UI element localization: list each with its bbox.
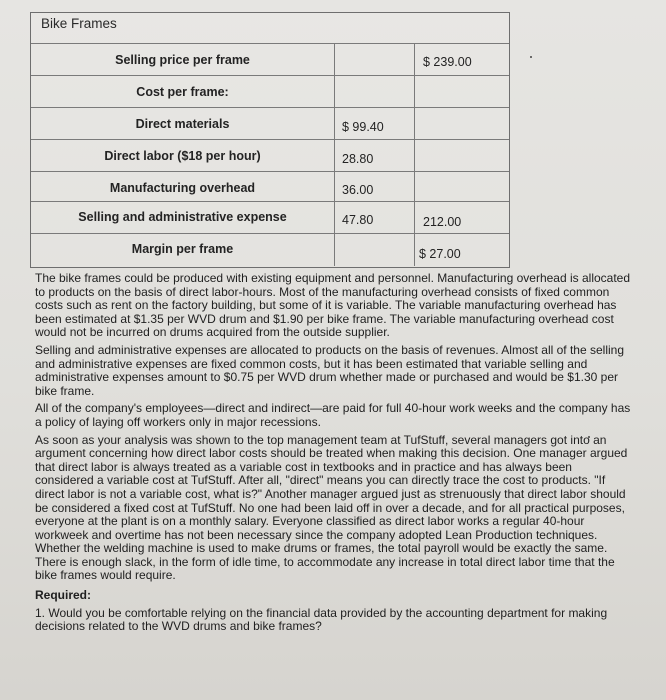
row-label: Manufacturing overhead (109, 181, 256, 195)
paragraph: As soon as your analysis was shown to the top management team at TufStuff, several managers got into an argument concerning how direct labor costs should be treated when making this decision. One manager argued that direct labor is always treated as a variable cost in textbooks and in practice and has always been considered a variable cost at TufStuff. After all, "direct" means you can directly trace the cost to products. "If direct labor is not a variable cost, what is?" Another manager argued just as strenuously that direct labor should be considered a fixed cost at TufStuff. No one had been laid off in over a decade, and for all practical purposes, everyone at the plant is on a monthly salary. Everyone classified as direct labor works a regular 40-hour workweek and overtime has not been necessary since the company adopted Lean Production techniques. Whether the welding machine is used to make drums or frames, the total payroll would be exactly the same. There is enough slack, in the form of idle time, to accommodate any increase in total direct labor time that the bike frames would require. (35, 432, 628, 583)
table-row (31, 107, 509, 140)
bike-frames-table (30, 12, 510, 268)
row-label: Selling and administrative expense (78, 210, 287, 224)
table-row (31, 43, 509, 76)
paragraph: Selling and administrative expenses are allocated to products on the basis of revenues. Almost all of the selling and administrative expenses are fixed common costs, but it has been estimated that variable selling and administrative expenses amount to $0.75 per WVD drum whether made or purchased and would be $1.30 per bike frame. (35, 342, 625, 398)
table-title: Bike Frames (41, 16, 117, 31)
body-text (35, 272, 633, 638)
stray-mark (530, 56, 532, 58)
row-label: Direct labor ($18 per hour) (104, 149, 261, 163)
table-row (31, 233, 509, 267)
required-heading: Required: (35, 588, 92, 603)
row-value-total: $ 27.00 (419, 247, 461, 261)
row-value-cost: $ 99.40 (342, 120, 384, 134)
row-value-total: $ 239.00 (423, 55, 472, 69)
row-value-cost: 28.80 (342, 152, 374, 166)
row-label: Margin per frame (131, 242, 234, 256)
paragraph: All of the company's employees—direct and indirect—are paid for full 40-hour work weeks and the company has a policy of laying off workers only in major recessions. (35, 401, 631, 429)
question-1: 1. Would you be comfortable relying on the financial data provided by the accounting department for making decisions related to the WVD drums and bike frames? (35, 605, 608, 634)
paragraph: The bike frames could be produced with existing equipment and personnel. Manufacturing overhead is allocated to products on the basis of direct labor-hours. Most of the manufacturing overhead consists of fixed common costs such as rent on the factory building, but some of it is variable. The variable manufacturing overhead has been estimated at $1.35 per WVD drum and $1.90 per bike frame. The variable manufacturing overhead cost would not be incurred on drums acquired from the outside supplier. (35, 271, 631, 340)
row-value-cost: 36.00 (342, 183, 374, 197)
row-value-total: 212.00 (423, 215, 462, 229)
table-row (31, 139, 509, 172)
table-row (31, 75, 509, 108)
row-label: Direct materials (135, 117, 230, 131)
row-label: Cost per frame: (136, 85, 229, 99)
table-row (31, 201, 509, 234)
row-value-cost: 47.80 (342, 213, 374, 227)
table-row (31, 171, 509, 202)
row-label: Selling price per frame (115, 53, 250, 67)
